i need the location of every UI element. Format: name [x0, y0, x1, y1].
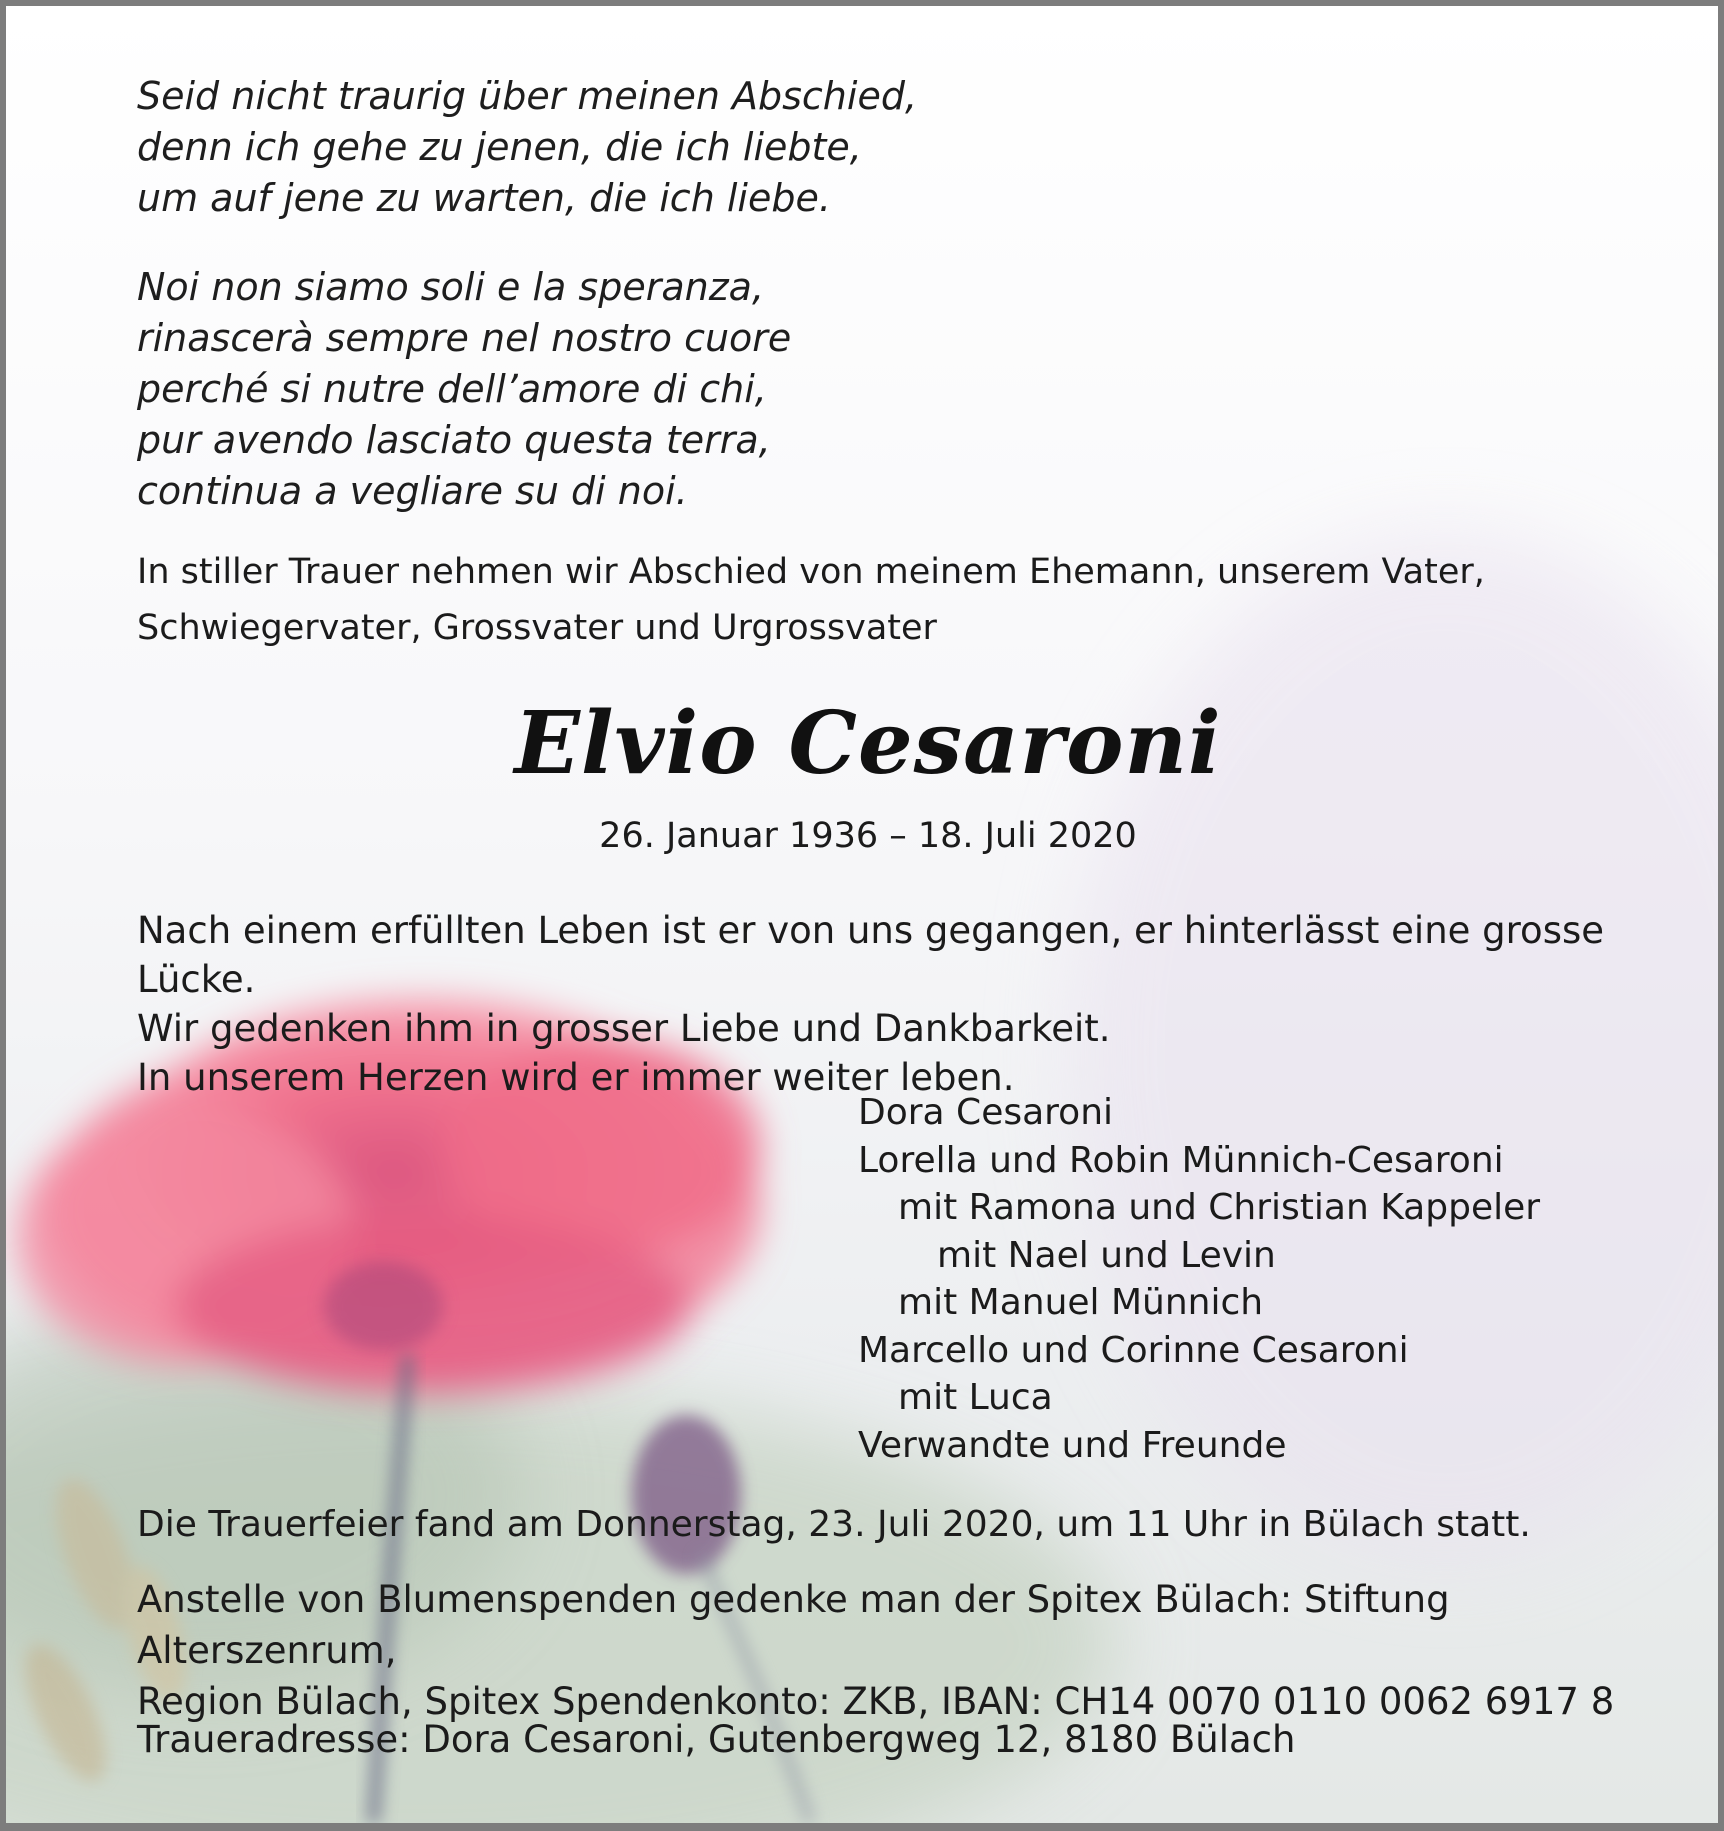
mourner-entry: Lorella und Robin Münnich-Cesaroni: [858, 1139, 1504, 1181]
mourners-list: [858, 1089, 1540, 1469]
intro-text: In stiller Trauer nehmen wir Abschied von meinem Ehemann, unserem Vater, Schwiegervater, Grossvater und Urgrossvater: [137, 552, 1485, 648]
mourner-entry: mit Nael und Levin: [937, 1234, 1276, 1276]
mourner-entry: mit Ramona und Christian Kappeler: [898, 1187, 1541, 1228]
donation-notice: Anstelle von Blumenspenden gedenke man der Spitex Bülach: Stiftung Alterszenrum, Region Bülach, Spitex Spendenkonto: ZKB, IBAN: CH14 0070 0110 0062 6917 8: [137, 1578, 1615, 1723]
mourner-entry: Verwandte und Freunde: [858, 1424, 1287, 1466]
life-dates: 26. Januar 1936 – 18. Juli 2020: [599, 816, 1137, 856]
mourning-address: Traueradresse: Dora Cesaroni, Gutenbergweg 12, 8180 Bülach: [137, 1718, 1296, 1761]
mourner-entry: Dora Cesaroni: [858, 1092, 1114, 1133]
memorial-message: Nach einem erfüllten Leben ist er von uns gegangen, er hinterlässt eine grosse Lücke. Wir gedenken ihm in grosser Liebe und Dankbarkeit. In unserem Herzen wird er immer weiter leben.: [137, 909, 1605, 1099]
obituary-content: [6, 6, 1718, 1823]
deceased-name: Elvio Cesaroni: [514, 693, 1222, 794]
poem-german: Seid nicht traurig über meinen Abschied, denn ich gehe zu jenen, die ich liebte, um auf jene zu warten, die ich liebe.: [137, 74, 918, 220]
mourner-entry: Marcello und Corinne Cesaroni: [858, 1329, 1409, 1371]
funeral-notice: Die Trauerfeier fand am Donnerstag, 23. Juli 2020, um 11 Uhr in Bülach statt.: [137, 1504, 1531, 1545]
mourner-entry: mit Luca: [898, 1377, 1053, 1418]
poem-italian: Noi non siamo soli e la speranza, rinascerà sempre nel nostro cuore perché si nutre dell’amore di chi, pur avendo lasciato questa terra, continua a vegliare su di noi.: [137, 265, 792, 513]
mourner-entry: mit Manuel Münnich: [898, 1282, 1264, 1323]
